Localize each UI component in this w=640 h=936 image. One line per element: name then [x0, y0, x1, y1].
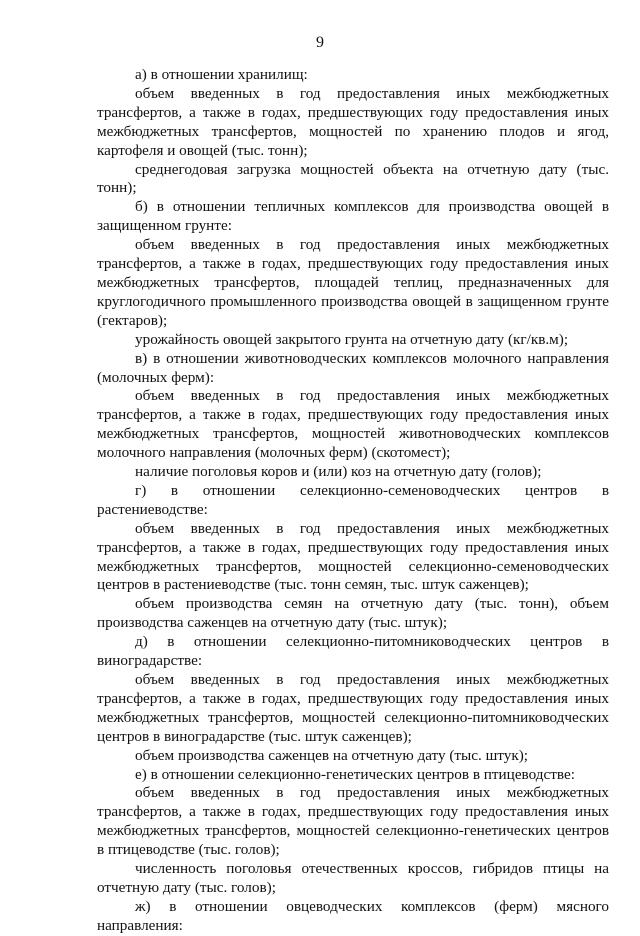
paragraph: а) в отношении хранилищ: — [135, 66, 308, 83]
paragraph: объем производства саженцев на отчетную дату (тыс. штук); — [135, 746, 528, 764]
page-number: 9 — [316, 34, 324, 51]
paragraph: ж) в отношении овцеводческих комплексов (ферм) мясного направления: — [97, 897, 609, 934]
paragraph: объем введенных в год предоставления иных межбюджетных трансфертов, а также в годах, предшествующих году предоставления иных межбюджетных трансфертов, мощностей животноводческих комплексов молочного направления (молочных ферм) (скотомест); — [97, 387, 609, 462]
document-body — [97, 66, 609, 936]
paragraph: б) в отношении тепличных комплексов для производства овощей в защищенном грунте: — [97, 198, 609, 235]
paragraph: д) в отношении селекционно-питомниководческих центров в виноградарстве: — [97, 633, 609, 670]
paragraph: объем введенных в год предоставления иных межбюджетных трансфертов, а также в годах, предшествующих году предоставления иных межбюджетных трансфертов, мощностей по хранению плодов и ягод, картофеля и овощей (тыс. тонн); — [97, 84, 609, 159]
paragraph: в) в отношении животноводческих комплексов молочного направления (молочных ферм): — [97, 349, 609, 386]
paragraph: объем введенных в год предоставления иных межбюджетных трансфертов, а также в годах, предшествующих году предоставления иных межбюджетных трансфертов, мощностей селекционно-семеноводческих центров в растениеводстве (тыс. тонн семян, тыс. штук саженцев); — [97, 519, 609, 594]
paragraph: объем введенных в год предоставления иных межбюджетных трансфертов, а также в годах, предшествующих году предоставления иных межбюджетных трансфертов, мощностей селекционно-генетических центров в птицеводстве (тыс. голов); — [97, 784, 609, 859]
paragraph: урожайность овощей закрытого грунта на отчетную дату (кг/кв.м); — [135, 330, 569, 348]
paragraph: г) в отношении селекционно-семеноводческих центров в растениеводстве: — [97, 481, 609, 518]
paragraph: объем введенных в год предоставления иных межбюджетных трансфертов, а также в годах, предшествующих году предоставления иных межбюджетных трансфертов, мощностей селекционно-питомниководческих центров в виноградарстве (тыс. штук саженцев); — [97, 671, 609, 745]
paragraph: среднегодовая загрузка мощностей объекта на отчетную дату (тыс. тонн); — [97, 160, 609, 197]
paragraph: наличие поголовья коров и (или) коз на отчетную дату (голов); — [135, 463, 542, 481]
paragraph: е) в отношении селекционно-генетических центров в птицеводстве: — [135, 765, 575, 783]
paragraph: объем производства семян на отчетную дату (тыс. тонн), объем производства саженцев на отчетную дату (тыс. штук); — [97, 595, 609, 632]
paragraph: объем введенных в год предоставления иных межбюджетных трансфертов, а также в годах, предшествующих году предоставления иных межбюджетных трансфертов, площадей теплиц, предназначенных для круглогодичного промышленного производства овощей в защищенном грунте (гектаров); — [97, 236, 609, 329]
paragraph: численность поголовья отечественных кроссов, гибридов птицы на отчетную дату (тыс. голов); — [97, 860, 609, 896]
